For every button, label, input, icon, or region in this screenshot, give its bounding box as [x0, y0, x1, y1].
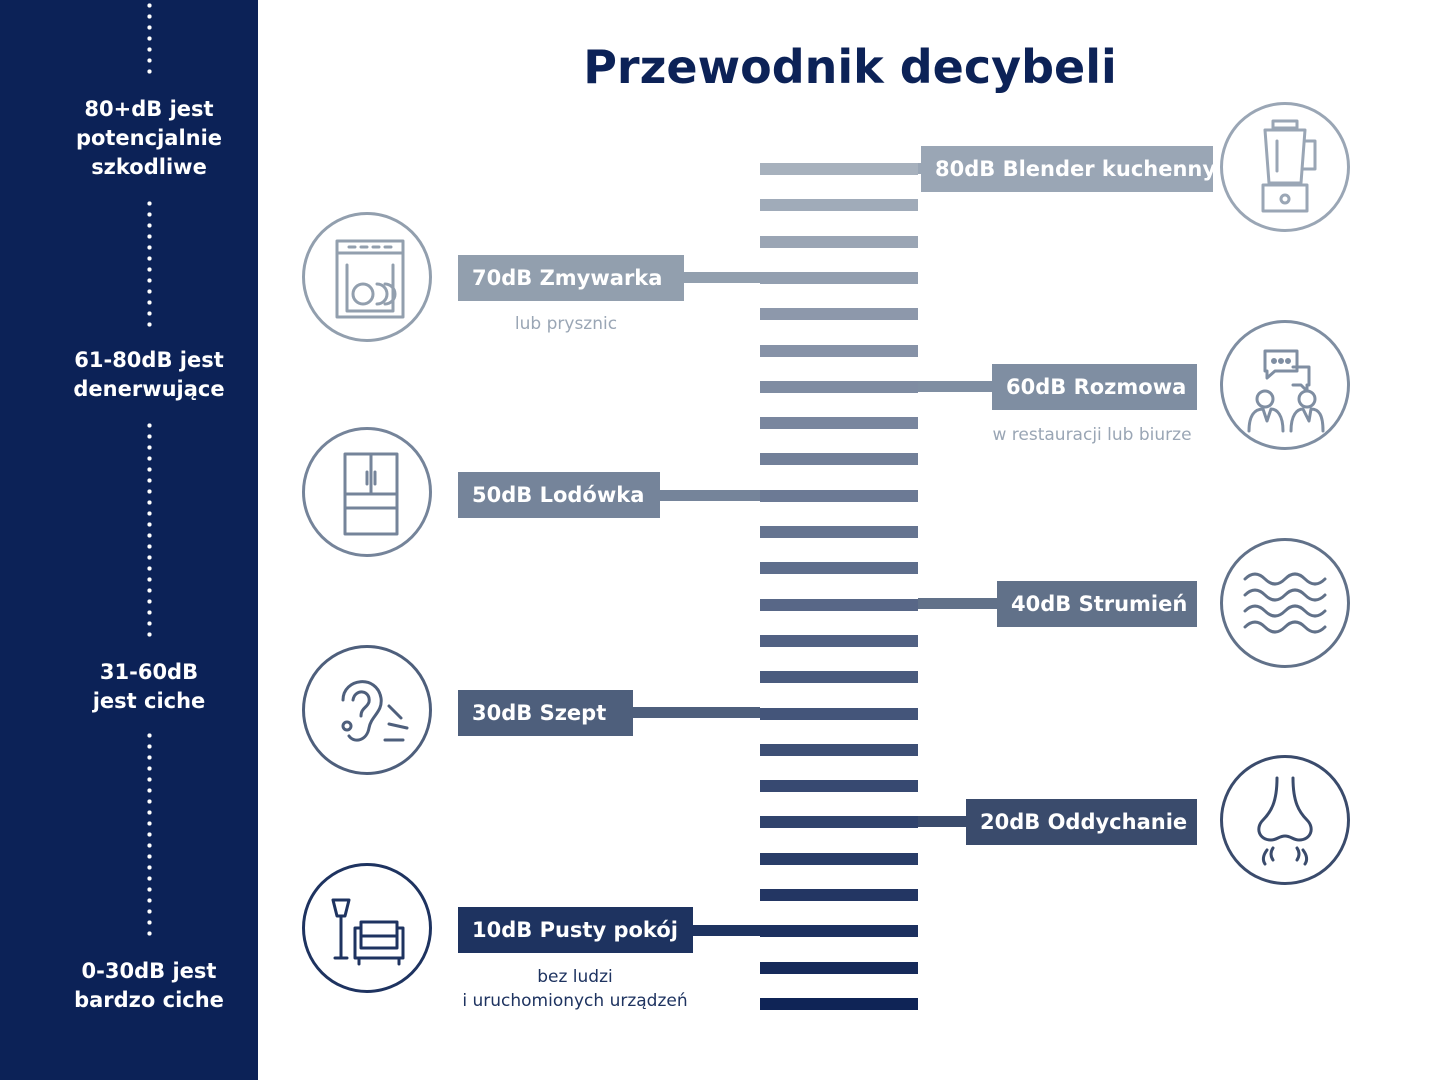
page-title: Przewodnik decybeli: [583, 40, 1117, 94]
ruler-tick: [760, 236, 918, 248]
ruler-tick: [760, 635, 918, 647]
ruler-tick: [760, 562, 918, 574]
ruler-tick: [760, 345, 918, 357]
ruler-tick: [760, 708, 918, 720]
label-50db-fridge: 50dB Lodówka: [458, 472, 660, 518]
label-10db-empty-room: 10dB Pusty pokój: [458, 907, 693, 953]
ruler-tick: [760, 599, 918, 611]
icon-circle-living-room: [302, 863, 432, 993]
ruler-tick: [760, 925, 918, 937]
icon-circle-nose: [1220, 755, 1350, 885]
ear-icon: [305, 648, 429, 772]
ruler-tick: [760, 417, 918, 429]
icon-circle-waves: [1220, 538, 1350, 668]
label-60db-conversation: 60dB Rozmowa: [992, 364, 1197, 410]
blender-icon: [1223, 105, 1347, 229]
ruler-tick: [760, 163, 918, 175]
label-40db-stream: 40dB Strumień: [997, 581, 1197, 627]
nose-icon: [1223, 758, 1347, 882]
ruler-tick: [760, 490, 918, 502]
range-label-0-30: 0-30dB jest bardzo ciche: [74, 959, 224, 1012]
ruler-tick: [760, 381, 918, 393]
ruler-tick: [760, 272, 918, 284]
note-60db: w restauracji lub biurze: [992, 425, 1192, 445]
ruler-tick: [760, 671, 918, 683]
note-70db: lub prysznic: [514, 314, 618, 334]
ruler-tick: [760, 199, 918, 211]
waves-icon: [1223, 541, 1347, 665]
icon-circle-fridge: [302, 427, 432, 557]
ruler-tick: [760, 962, 918, 974]
ruler-tick: [760, 453, 918, 465]
connector-40db: [918, 598, 1002, 609]
icon-circle-dishwasher: [302, 212, 432, 342]
living-room-icon: [305, 866, 429, 990]
conversation-icon: [1223, 323, 1347, 447]
connector-50db: [656, 490, 760, 501]
label-80db-blender: 80dB Blender kuchenny: [921, 146, 1213, 192]
label-20db-breathing: 20dB Oddychanie: [966, 799, 1197, 845]
ruler-tick: [760, 816, 918, 828]
connector-20db: [918, 816, 970, 827]
connector-10db: [690, 925, 760, 936]
dishwasher-icon: [305, 215, 429, 339]
connector-70db: [680, 272, 760, 283]
icon-circle-conversation: [1220, 320, 1350, 450]
icon-circle-ear: [302, 645, 432, 775]
connector-30db: [630, 707, 760, 718]
ruler-tick: [760, 744, 918, 756]
connector-60db: [918, 381, 998, 392]
ruler-tick: [760, 889, 918, 901]
ruler-tick: [760, 526, 918, 538]
ruler-tick: [760, 308, 918, 320]
ruler-tick: [760, 998, 918, 1010]
range-label-31-60: 31-60dB jest ciche: [92, 660, 206, 713]
icon-circle-blender: [1220, 102, 1350, 232]
note-10db: bez ludzi i uruchomionych urządzeń: [462, 967, 688, 1011]
ruler-tick: [760, 853, 918, 865]
label-70db-dishwasher: 70dB Zmywarka: [458, 255, 684, 301]
ruler-tick: [760, 780, 918, 792]
label-30db-whisper: 30dB Szept: [458, 690, 633, 736]
range-label-61-80: 61-80dB jest denerwujące: [73, 348, 225, 401]
range-label-80-plus: 80+dB jest potencjalnie szkodliwe: [75, 97, 223, 179]
fridge-icon: [305, 430, 429, 554]
